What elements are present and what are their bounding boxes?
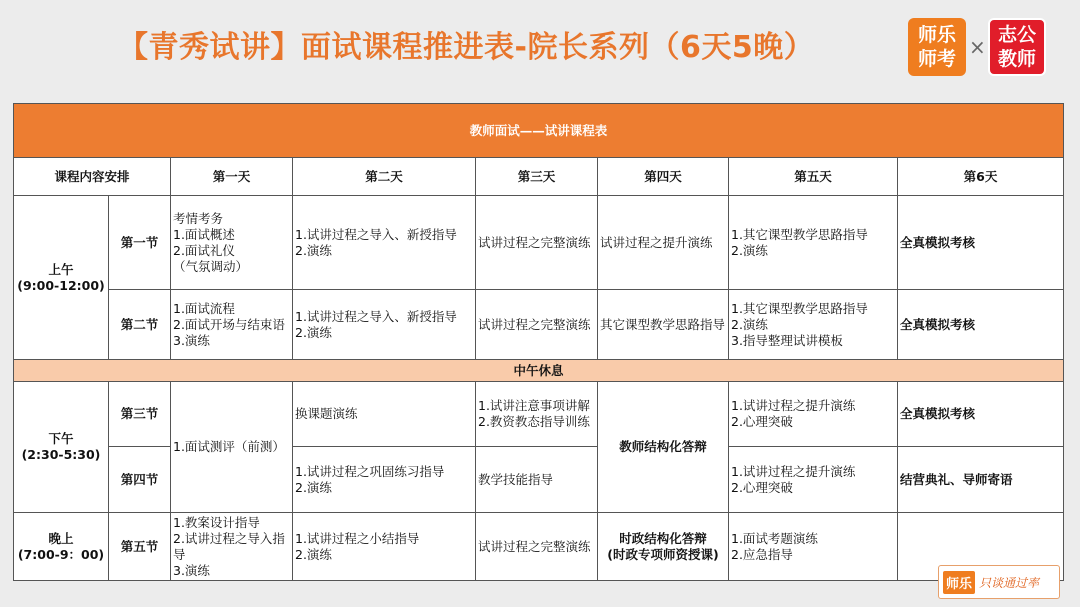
lunch-break: 中午休息 (14, 360, 1064, 382)
slot-label: 第三节 (109, 382, 171, 447)
cell-line: 2.演练 (295, 242, 332, 258)
page-title: 【青秀试讲】面试课程推进表-院长系列（6天5晚） (118, 30, 815, 65)
header-day5: 第五天 (729, 158, 898, 196)
cell-r1-d1 (171, 196, 293, 290)
table-row (14, 382, 1064, 447)
table-row (14, 290, 1064, 360)
table-banner: 教师面试——试讲课程表 (14, 104, 1064, 158)
cell-line: 2.演练 (295, 479, 332, 495)
slot-label: 第五节 (109, 513, 171, 581)
cell-line: 考情考务 (173, 210, 224, 226)
period-evening (14, 513, 109, 581)
cell-line: 1.试讲过程之小结指导 (295, 530, 420, 546)
period-time: (9:00-12:00) (17, 277, 105, 293)
cell-line: 2.演练 (731, 242, 768, 258)
cell-r3-d1 (171, 382, 293, 513)
watermark-slogan: 只谈通过率 (979, 575, 1040, 590)
cell-line: 1.面试概述 (173, 226, 235, 242)
period-label: 晚上 (48, 530, 74, 546)
cell-line: 3.演练 (173, 332, 210, 348)
cell-line: 2.应急指导 (731, 546, 793, 562)
header-row (14, 158, 1064, 196)
cell-line: 1.试讲过程之提升演练 (731, 398, 856, 413)
zhigong-logo-line2: 教师 (997, 48, 1036, 70)
header-day1: 第一天 (171, 158, 293, 196)
cell-line: 1.试讲过程之导入、新授指导 (295, 226, 457, 242)
period-label: 下午 (48, 431, 74, 446)
cell-r5-d1 (171, 513, 293, 581)
zhigong-logo (988, 18, 1046, 76)
cell-line: 1.教案设计指导 (173, 514, 260, 530)
cell-r2-d5 (729, 290, 898, 360)
period-time: (7:00-9：00) (17, 546, 105, 562)
cell-r2-d4 (598, 290, 729, 360)
cell-r4-d2 (293, 447, 476, 513)
cell-r3-d5 (729, 382, 898, 447)
cell-r1-d6: 全真模拟考核 (898, 196, 1064, 290)
header-day6: 第6天 (898, 158, 1064, 196)
cell-r5-d5 (729, 513, 898, 581)
header-day2: 第二天 (293, 158, 476, 196)
cell-line: 1.面试测评（前测） (173, 439, 285, 454)
cell-line: 1.其它课型教学思路指导 (731, 226, 868, 242)
cell-r1-d3 (476, 196, 598, 290)
slot-label: 第四节 (109, 447, 171, 513)
cell-line: 教学技能指导 (478, 471, 554, 487)
shile-logo-line2: 师考 (917, 48, 956, 70)
cell-line: 2.面试礼仪 (173, 242, 235, 258)
cell-line: 2.演练 (731, 316, 768, 332)
cell-line: 2.心理突破 (731, 414, 793, 429)
cell-line: 2.心理突破 (731, 479, 793, 495)
header-day4: 第四天 (598, 158, 729, 196)
period-label: 上午 (48, 261, 74, 277)
cell-r5-d4 (598, 513, 729, 581)
cell-line: 2.教资教态指导训练 (478, 414, 590, 429)
shile-logo (908, 18, 966, 76)
period-afternoon (14, 382, 109, 513)
cell-line: 2.试讲过程之导入指导 (173, 530, 285, 562)
cell-r4-d6: 结营典礼、导师寄语 (898, 447, 1064, 513)
cell-line: 3.演练 (173, 562, 210, 578)
cell-r5-d3 (476, 513, 598, 581)
cell-line: 1.试讲注意事项讲解 (478, 398, 590, 413)
cell-line: 试讲过程之完整演练 (478, 538, 591, 554)
cell-r3-d3 (476, 382, 598, 447)
shile-logo-line1: 师乐 (917, 24, 956, 46)
period-morning (14, 196, 109, 360)
table-row (14, 513, 1064, 581)
cell-r1-d2 (293, 196, 476, 290)
cell-r2-d2 (293, 290, 476, 360)
watermark-badge: 师乐 (943, 571, 975, 594)
cell-r4-d5 (729, 447, 898, 513)
cell-r2-d1 (171, 290, 293, 360)
cell-line: 试讲过程之提升演练 (600, 234, 713, 250)
header-day3: 第三天 (476, 158, 598, 196)
logo-separator: × (969, 35, 986, 59)
cell-line: （气氛调动） (173, 258, 249, 274)
slot-label: 第二节 (109, 290, 171, 360)
cell-r1-d5 (729, 196, 898, 290)
cell-line: 1.其它课型教学思路指导 (731, 300, 868, 316)
lunch-row (14, 360, 1064, 382)
header-arrangement: 课程内容安排 (14, 158, 171, 196)
period-time: (2:30-5:30) (21, 447, 101, 462)
cell-r2-d3 (476, 290, 598, 360)
cell-r3-d6: 全真模拟考核 (898, 382, 1064, 447)
cell-line: 3.指导整理试讲模板 (731, 332, 843, 348)
cell-line: 1.面试考题演练 (731, 530, 818, 546)
cell-line: 2.演练 (295, 324, 332, 340)
cell-line: 1.试讲过程之巩固练习指导 (295, 463, 445, 479)
cell-line: 换课题演练 (295, 406, 358, 421)
schedule-table (13, 103, 1064, 581)
cell-line: 试讲过程之完整演练 (478, 234, 591, 250)
cell-line: 其它课型教学思路指导 (600, 316, 726, 332)
cell-r5-d2 (293, 513, 476, 581)
cell-r3-d4: 教师结构化答辩 (598, 382, 729, 513)
watermark (938, 565, 1060, 599)
cell-line: (时政专项师资授课) (607, 546, 719, 562)
cell-r1-d4 (598, 196, 729, 290)
zhigong-logo-line1: 志公 (997, 24, 1036, 46)
banner-row (14, 104, 1064, 158)
slot-label: 第一节 (109, 196, 171, 290)
table-row (14, 196, 1064, 290)
cell-r4-d3 (476, 447, 598, 513)
cell-line: 2.面试开场与结束语 (173, 316, 285, 332)
cell-line: 1.面试流程 (173, 300, 235, 316)
cell-r3-d2 (293, 382, 476, 447)
cell-r2-d6: 全真模拟考核 (898, 290, 1064, 360)
cell-line: 2.演练 (295, 546, 332, 562)
cell-line: 时政结构化答辩 (619, 530, 707, 546)
cell-line: 试讲过程之完整演练 (478, 316, 591, 332)
cell-line: 1.试讲过程之提升演练 (731, 463, 856, 479)
cell-line: 1.试讲过程之导入、新授指导 (295, 308, 457, 324)
